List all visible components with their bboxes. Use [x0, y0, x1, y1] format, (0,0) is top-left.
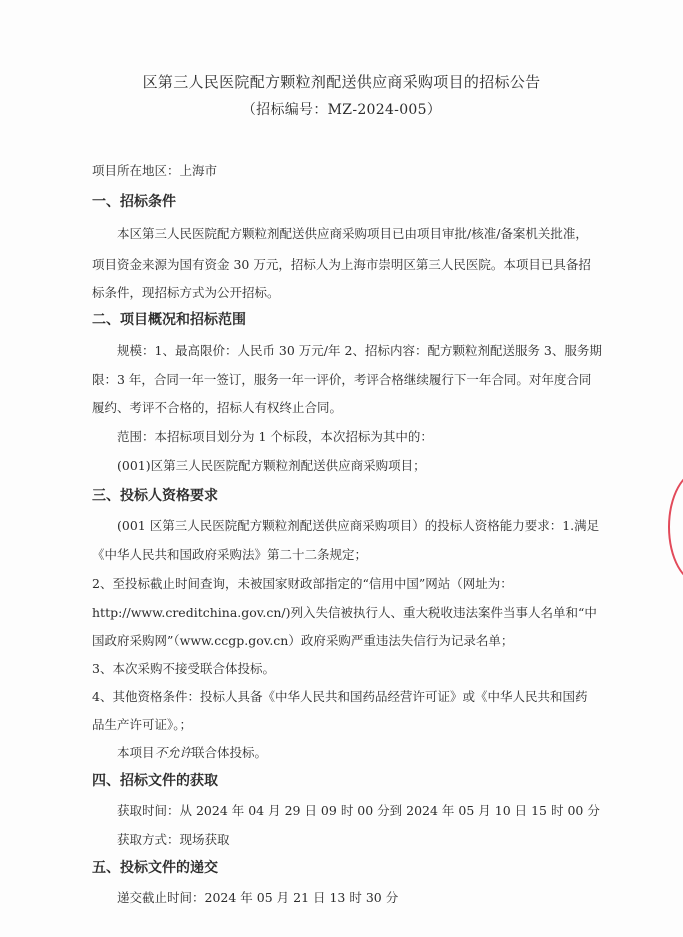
- section-heading-overview: 二、项目概况和招标范围: [92, 312, 246, 328]
- text-span-emphasis: 不允许: [154, 745, 193, 760]
- paragraph-line: 范围：本招标项目划分为 1 个标段，本次招标为其中的：: [117, 429, 433, 444]
- paragraph-line: 本区第三人民医院配方颗粒剂配送供应商采购项目已由项目审批/核准/备案机关批准，: [117, 226, 588, 241]
- paragraph-line: 项目资金来源为国有资金 30 万元，招标人为上海市崇明区第三人民医院。本项目已具备招: [92, 257, 591, 272]
- paragraph-line: (001 区第三人民医院配方颗粒剂配送供应商采购项目）的投标人资格能力要求：1.满足: [117, 518, 600, 533]
- paragraph-line: 规模：1、最高限价：人民币 30 万元/年 2、招标内容：配方颗粒剂配送服务 3、服务期: [117, 343, 602, 358]
- paragraph-line: 国政府采购网”（www.ccgp.gov.cn）政府采购严重违法失信行为记录名单；: [92, 633, 514, 648]
- project-region: 项目所在地区：上海市: [92, 163, 218, 178]
- paragraph-line: 3、本次采购不接受联合体投标。: [92, 661, 275, 676]
- section-heading-qualifications: 三、投标人资格要求: [92, 488, 218, 504]
- paragraph-line: http://www.creditchina.gov.cn/)列入失信被执行人、重大税收违法案件当事人名单和“中: [92, 605, 597, 620]
- section-heading-submission: 五、投标文件的递交: [92, 860, 218, 876]
- paragraph-line: 4、其他资格条件：投标人具备《中华人民共和国药品经营许可证》或《中华人民共和国药: [92, 689, 588, 704]
- paragraph-line: (001)区第三人民医院配方颗粒剂配送供应商采购项目；: [117, 458, 426, 473]
- paragraph-line: 获取方式：现场获取: [117, 832, 230, 847]
- paragraph-line: 2、至投标截止时间查询，未被国家财政部指定的“信用中国”网站（网址为：: [92, 576, 513, 591]
- paragraph-line-joint-bid: [117, 745, 267, 761]
- text-span: 联合体投标。: [192, 745, 268, 760]
- paragraph-line: 履约、考评不合格的，招标人有权终止合同。: [92, 400, 343, 415]
- paragraph-line: 标条件，现招标方式为公开招标。: [92, 285, 280, 300]
- tender-number: （招标编号：MZ-2024-005）: [241, 102, 442, 118]
- document-title: 区第三人民医院配方颗粒剂配送供应商采购项目的招标公告: [142, 73, 541, 91]
- paragraph-line: 品生产许可证》。；: [92, 717, 193, 732]
- section-heading-documents: 四、招标文件的获取: [92, 773, 218, 789]
- paragraph-line: 获取时间：从 2024 年 04 月 29 日 09 时 00 分到 2024 年 05 月 10 日 15 时 00 分: [117, 803, 600, 818]
- paragraph-line: 限：3 年，合同一年一签订，服务一年一评价，考评合格继续履行下一年合同。对年度合同: [92, 372, 592, 387]
- paragraph-line: 《中华人民共和国政府采购法》第二十二条规定；: [92, 547, 368, 562]
- section-heading-conditions: 一、招标条件: [92, 194, 176, 210]
- paragraph-line: 递交截止时间：2024 年 05 月 21 日 13 时 30 分: [117, 890, 399, 905]
- text-span: 本项目: [117, 745, 155, 760]
- official-seal-stamp: [668, 470, 683, 584]
